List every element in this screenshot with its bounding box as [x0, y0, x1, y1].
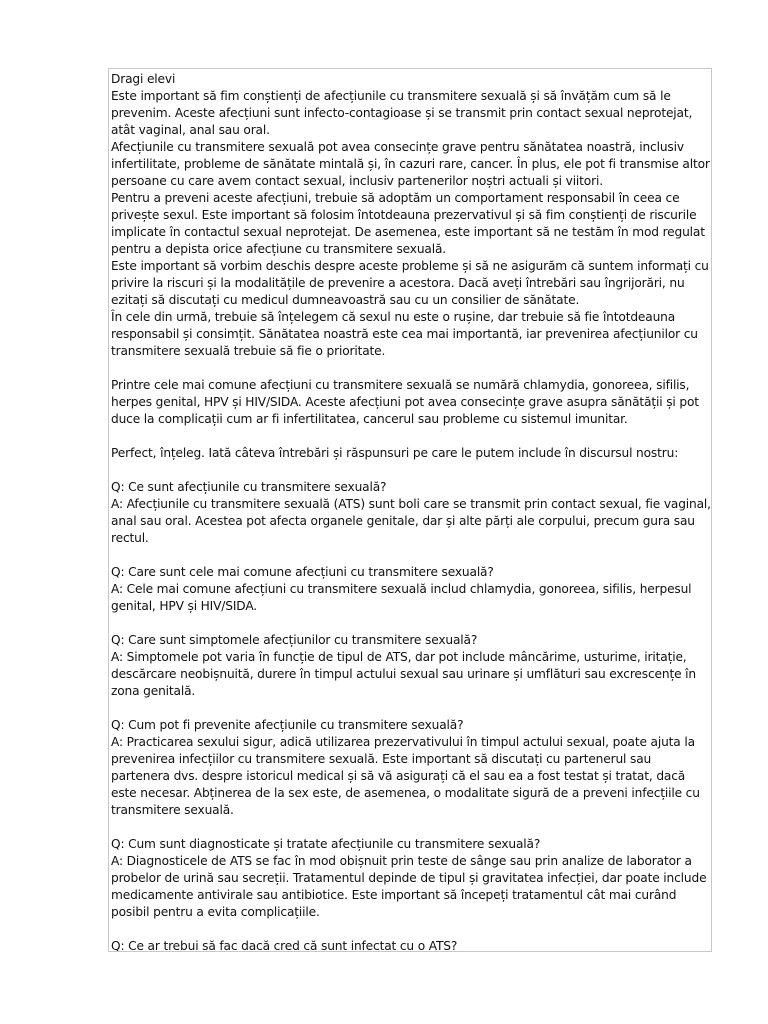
- spacer: [111, 921, 711, 938]
- spacer: [111, 428, 711, 445]
- spacer: [111, 360, 711, 377]
- answer: A: Diagnosticele de ATS se fac în mod obișnuit prin teste de sânge sau prin analize de laborator a probelor de urină sau secreții. Tratamentul depinde de tipul și gravitatea infecției, dar poate include medicamente antivirale sau antibiotice. Este important să începeți tratamentul cât mai curând posibil pentru a evita complicațiile.: [111, 854, 707, 919]
- intro-paragraph: Este important să fim conștienți de afecțiunile cu transmitere sexuală și să învățăm cum să le prevenim. Aceste afecțiuni sunt infecto-contagioase și se transmit prin contact sexual neprotejat, atât vaginal, anal sau oral.: [111, 89, 693, 137]
- intro-paragraph: Pentru a preveni aceste afecțiuni, trebuie să adoptăm un comportament responsabil în ceea ce privește sexul. Este important să folosim întotdeauna prezervativul și să fim conștienți de riscurile implicate în contactul sexual neprotejat. De asemenea, este important să ne testăm în mod regulat pentru a depista orice afecțiune cu transmitere sexuală.: [111, 191, 705, 256]
- answer: A: Simptomele pot varia în funcție de tipul de ATS, dar pot include mâncărime, usturime, iritație, descărcare neobișnuită, durere în timpul actului sexual sau urinare și umflături sau excrescențe în zona genitală.: [111, 650, 696, 698]
- intro-paragraph: Afecțiunile cu transmitere sexuală pot avea consecințe grave pentru sănătatea noastră, inclusiv infertilitate, probleme de sănătate mintală și, în cazuri rare, cancer. În plus, ele pot fi transmise altor persoane cu care avem contact sexual, inclusiv partenerilor noștri actuali și viitori.: [111, 140, 710, 188]
- question: Q: Cum sunt diagnosticate și tratate afecțiunile cu transmitere sexuală?: [111, 837, 541, 851]
- spacer: [111, 547, 711, 564]
- question: Q: Care sunt simptomele afecțiunilor cu transmitere sexuală?: [111, 633, 478, 647]
- common-conditions-paragraph: Printre cele mai comune afecțiuni cu transmitere sexuală se numără chlamydia, gonoreea, sifilis, herpes genital, HPV și HIV/SIDA. Aceste afecțiuni pot avea consecințe grave asupra sănătății și pot duce la complicații cum ar fi infertilitatea, cancerul sau probleme cu sistemul imunitar.: [111, 378, 699, 426]
- greeting: Dragi elevi: [111, 72, 176, 86]
- answer: A: Afecțiunile cu transmitere sexuală (ATS) sunt boli care se transmit prin contact sexual, fie vaginal, anal sau oral. Acestea pot afecta organele genitale, dar și alte părți ale corpului, precum gura sau rectul.: [111, 497, 711, 545]
- spacer: [111, 615, 711, 632]
- document-body: [111, 71, 711, 952]
- spacer: [111, 700, 711, 717]
- document-page: [108, 68, 712, 952]
- question: Q: Care sunt cele mai comune afecțiuni cu transmitere sexuală?: [111, 565, 494, 579]
- question: Q: Cum pot fi prevenite afecțiunile cu transmitere sexuală?: [111, 718, 464, 732]
- intro-paragraph: În cele din urmă, trebuie să înțelegem că sexul nu este o rușine, dar trebuie să fie întotdeauna responsabil și consimțit. Sănătatea noastră este cea mai importantă, iar prevenirea afecțiunilor cu transmitere sexuală trebuie să fie o prioritate.: [111, 310, 698, 358]
- final-question: Q: Ce ar trebui să fac dacă cred că sunt infectat cu o ATS?: [111, 939, 458, 952]
- answer: A: Cele mai comune afecțiuni cu transmitere sexuală includ chlamydia, gonoreea, sifilis, herpesul genital, HPV și HIV/SIDA.: [111, 582, 692, 613]
- qa-intro: Perfect, înțeleg. Iată câteva întrebări și răspunsuri pe care le putem include în discursul nostru:: [111, 446, 679, 460]
- intro-paragraph: Este important să vorbim deschis despre aceste probleme și să ne asigurăm că suntem informați cu privire la riscuri și la modalitățile de prevenire a acestora. Dacă aveți întrebări sau îngrijorări, nu ezitați să discutați cu medicul dumneavoastră sau cu un consilier de sănătate.: [111, 259, 709, 307]
- spacer: [111, 819, 711, 836]
- spacer: [111, 462, 711, 479]
- question: Q: Ce sunt afecțiunile cu transmitere sexuală?: [111, 480, 387, 494]
- answer: A: Practicarea sexului sigur, adică utilizarea prezervativului în timpul actului sexual, poate ajuta la prevenirea infecțiilor cu transmitere sexuală. Este important să discutați cu partenerul sau partenera dvs. despre istoricul medical și să vă asigurați că el sau ea a fost testat și tratat, dacă este necesar. Abținerea de la sex este, de asemenea, o modalitate sigură de a preveni infecțiile cu transmitere sexuală.: [111, 735, 700, 817]
